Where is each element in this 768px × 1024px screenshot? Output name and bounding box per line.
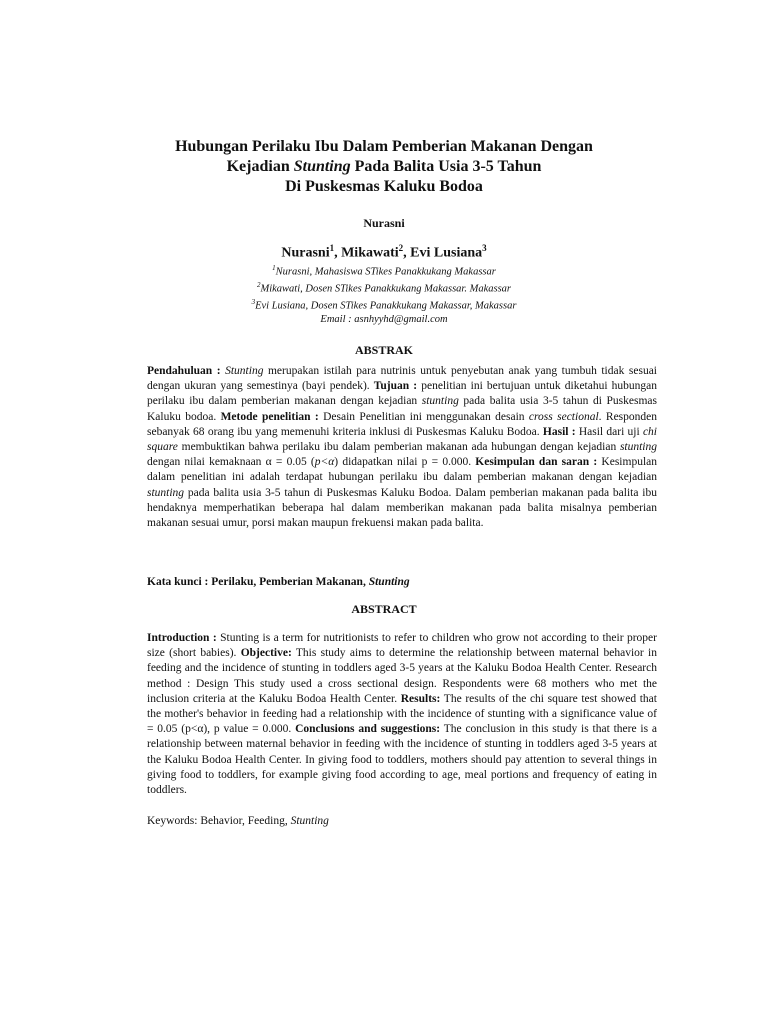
text-run: Kesimpulan dalam penelitian ini adalah terdapat hubungan perilaku ibu dalam pemberian makanan dengan kejadian (147, 456, 657, 484)
affiliation-1-text: Nurasni, Mahasiswa STikes Panakkukang Makassar (275, 266, 496, 278)
text-run: Metode penelitian : (220, 410, 319, 423)
text-run: dengan nilai kemaknaan α = 0.05 ( (147, 456, 315, 469)
text-run: stunting (619, 441, 657, 454)
text-run: Hasil dari uji (575, 425, 643, 438)
text-run: The results of the chi square test showed that the mother's behavior in feeding had a relationship with the incidence of stunting with a significance value of = 0.05 (p<α), p value = 0.000. (147, 692, 657, 736)
text-run: pada balita usia 3-5 tahun di Puskesmas Kaluku bodoa. (147, 395, 657, 423)
kata-kunci (147, 576, 657, 588)
author-sep: , (334, 245, 342, 261)
text-run: chi square (147, 425, 657, 454)
text-run: stunting (147, 486, 185, 499)
author-2-sup: 2 (398, 243, 404, 253)
text-run: Objective: (240, 647, 292, 660)
text-run: Stunting (225, 365, 264, 377)
author-3-sup: 3 (482, 243, 487, 253)
keywords (147, 815, 657, 827)
email (0, 313, 768, 327)
title-line-1: Hubungan Perilaku Ibu Dalam Pemberian Makanan Dengan (175, 138, 593, 155)
title-line-3: Di Puskesmas Kaluku Bodoa (285, 178, 483, 195)
text-run: Stunting is a term for nutritionists to refer to children who grow not according to their proper size (short babies). (147, 632, 657, 660)
affiliation-1 (0, 262, 768, 279)
abstract-heading: ABSTRACT (351, 602, 417, 616)
kata-kunci-label: Kata kunci : Perilaku, Pemberian Makanan, (147, 576, 369, 588)
text-run: cross sectional (528, 410, 599, 423)
text-run: Conclusions and suggestions: (295, 723, 441, 736)
affiliation-1-sup: 1 (272, 264, 276, 272)
author-sep: , (403, 245, 411, 261)
text-run: membuktikan bahwa perilaku ibu dalam pemberian makanan ada hubungan dengan kejadian (177, 441, 620, 454)
text-run: . Responden sebanyak 68 orang ibu yang memenuhi kriteria inklusi di Puskesmas Kaluku Bodoa. (147, 410, 658, 438)
text-run: The conclusion in this study is that there is a relationship between maternal behavior in feeding with the incidence of stunting in toddlers aged 3-5 years at the Kaluku Bodoa Health Center. In giving food to toddlers, mothers should pay attention to several things in giving food to toddlers, for example giving food according to age, meal portions and frequency of eating in toddlers. (147, 723, 658, 797)
author-3: Evi Lusiana (410, 245, 483, 261)
text-run: This study aims to determine the relationship between maternal behavior in feeding and the incidence of stunting in toddlers aged 3-5 years at the Kaluku Bodoa Health Center. Research method : Design This study used a cross sectional design. Respondents were 68 mothers who met the inclusion criteria at the Kaluku Bodoa Health Center. (147, 647, 657, 705)
text-run: ) didapatkan nilai p = 0.000. (334, 456, 476, 469)
kata-kunci-em: Stunting (368, 576, 410, 588)
title-line-2-post: Pada Balita Usia 3-5 Tahun (350, 158, 542, 175)
author-list (0, 243, 768, 262)
abstract-body (147, 631, 657, 798)
affiliation-2-text: Mikawati, Dosen STikes Panakkukang Makassar. Makassar (260, 283, 511, 295)
author-2: Mikawati (341, 245, 399, 261)
text-run: pada balita usia 3-5 tahun di Puskesmas Kaluku Bodoa. Dalam pemberian makanan pada balita ibu hendaknya memperhatikan beberapa hal dalam memberikan makanan pada balita misalnya pemberian makanan sesuai umur, porsi makan maupun frekuensi makan pada balita. (147, 486, 657, 530)
text-run: stunting (421, 395, 459, 408)
abstrak-heading: ABSTRAK (354, 343, 413, 357)
title-line-2-em: Stunting (293, 158, 351, 175)
text-run: Desain Penelitian ini menggunakan desain (318, 410, 529, 423)
paper-title (100, 137, 668, 197)
text-run: Hasil : (542, 425, 576, 438)
affiliation-3-sup: 3 (251, 298, 256, 306)
author-1: Nurasni (281, 245, 330, 261)
text-run: Kesimpulan dan saran : (475, 456, 598, 469)
text-run: p<α (314, 456, 335, 469)
title-line-2 (100, 157, 668, 177)
author-1-sup: 1 (329, 243, 335, 253)
text-run: Results: (400, 692, 441, 705)
text-run: Pendahuluan : (147, 365, 226, 377)
affiliation-3 (0, 296, 768, 313)
keywords-em: Stunting (290, 815, 329, 827)
affiliation-2 (0, 279, 768, 296)
email-text: Email : asnhyyhd@gmail.com (320, 314, 448, 325)
affiliation-3-text: Evi Lusiana, Dosen STikes Panakkukang Makassar, Makassar (255, 300, 517, 312)
keywords-label: Keywords: Behavior, Feeding, (147, 815, 291, 827)
affiliations (0, 262, 768, 327)
text-run: Tujuan : (373, 380, 418, 393)
author-name: Nurasni (363, 216, 405, 230)
affiliation-2-sup: 2 (256, 281, 261, 289)
text-run: penelitian ini bertujuan untuk diketahui hubungan perilaku ibu dalam pemberian makanan dengan kejadian (147, 380, 657, 408)
abstrak-body (147, 364, 657, 531)
title-line-2-pre: Kejadian (226, 158, 294, 175)
text-run: Introduction : (147, 632, 217, 644)
text-run: merupakan istilah para nutrinis untuk penyebutan anak yang tumbuh tidak sesuai dengan ukuran yang semestinya (bayi pendek). (147, 365, 657, 393)
